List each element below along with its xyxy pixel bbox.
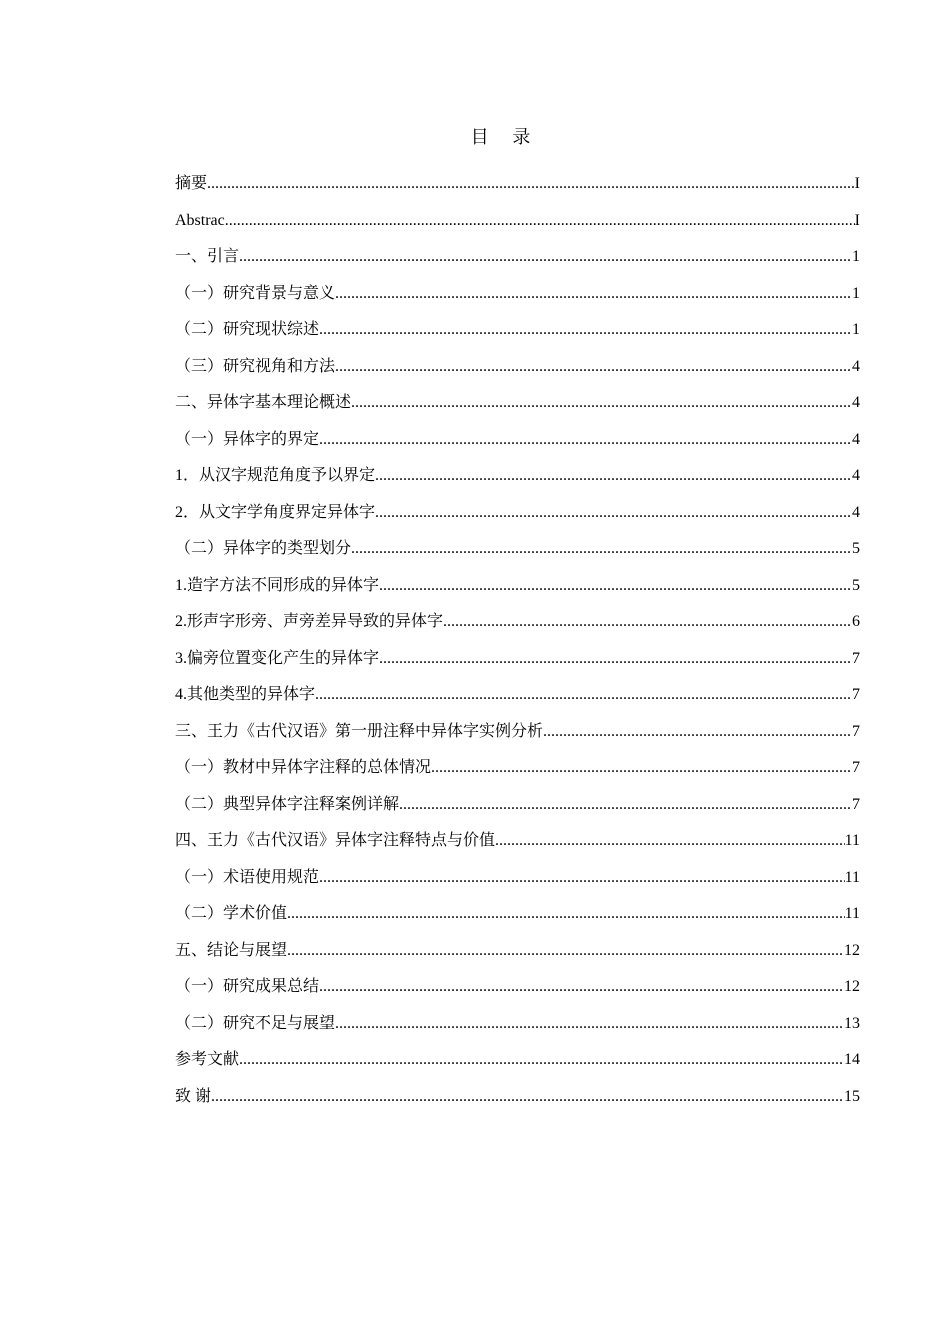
dot-leader (335, 353, 852, 381)
toc-entry-page: 12 (844, 941, 860, 959)
dot-leader (287, 900, 845, 928)
toc-entry-label: 3.偏旁位置变化产生的异体字 (175, 649, 380, 667)
toc-entry-label: （二）异体字的类型划分 (175, 540, 352, 557)
toc-entry[interactable] (175, 389, 860, 426)
dot-leader (239, 1046, 844, 1074)
toc-entry-label: （三）研究视角和方法 (175, 357, 336, 375)
toc-entry-label: 2.形声字形旁、声旁差异导致的异体字 (175, 613, 444, 630)
toc-entry-label: （一）研究背景与意义 (175, 284, 336, 302)
toc-entry[interactable] (175, 754, 860, 791)
toc-entry-page: 5 (852, 540, 860, 557)
dot-leader (225, 207, 855, 235)
toc-entry-page: I (854, 175, 860, 192)
toc-entry[interactable] (175, 316, 860, 353)
toc-entry[interactable] (175, 462, 860, 499)
toc-entry-label: 二、异体字基本理论概述 (175, 394, 352, 411)
dot-leader (375, 499, 852, 527)
toc-entry-label: 三、王力《古代汉语》第一册注释中异体字实例分析 (175, 722, 544, 740)
toc-entry[interactable] (175, 170, 860, 207)
dot-leader (239, 243, 852, 271)
dot-leader (431, 754, 852, 782)
dot-leader (211, 1083, 844, 1111)
dot-leader (399, 791, 852, 819)
dot-leader (319, 864, 845, 892)
toc-entry-page: 4 (852, 467, 860, 484)
toc-entry-page: 1 (852, 248, 860, 265)
toc-entry-page: 4 (852, 503, 860, 521)
toc-entry-page: 15 (844, 1087, 860, 1105)
toc-entry-page: 4 (852, 430, 860, 448)
dot-leader (543, 718, 852, 746)
toc-entry-label: （一）教材中异体字注释的总体情况 (175, 759, 432, 776)
toc-entry[interactable] (175, 353, 860, 390)
dot-leader (351, 535, 852, 563)
toc-entry[interactable] (175, 973, 860, 1010)
toc-entry-label: 4.其他类型的异体字 (175, 686, 316, 703)
dot-leader (287, 937, 844, 965)
toc-entry[interactable] (175, 243, 860, 280)
toc-entry-label: 四、王力《古代汉语》异体字注释特点与价值 (175, 832, 496, 849)
toc-entry-label: 1．从汉字规范角度予以界定 (175, 467, 376, 484)
toc-entry-page: 1 (852, 321, 860, 338)
toc-entry-page: 7 (852, 686, 860, 703)
toc-entry-page: 14 (844, 1051, 860, 1068)
toc-entry-label: （一）异体字的界定 (175, 430, 320, 448)
toc-entry[interactable] (175, 535, 860, 572)
toc-entry[interactable] (175, 572, 860, 609)
toc-entry-label: （二）研究不足与展望 (175, 1014, 336, 1032)
toc-entry-label: 参考文献 (175, 1051, 240, 1068)
toc-entry-label: 致 谢 (175, 1087, 212, 1105)
toc-entry-page: 4 (852, 394, 860, 411)
dot-leader (335, 280, 852, 308)
toc-entry[interactable] (175, 1083, 860, 1120)
toc-entry-label: （一）研究成果总结 (175, 978, 320, 995)
toc-entry-page: 5 (852, 576, 860, 594)
toc-entry-page: 7 (852, 722, 860, 740)
toc-entry-label: 摘要 (175, 175, 208, 192)
dot-leader (379, 572, 852, 600)
toc-entry[interactable] (175, 937, 860, 974)
toc-entry-label: （二）研究现状综述 (175, 321, 320, 338)
toc-entry-label: （一）术语使用规范 (175, 868, 320, 886)
toc-entry-page: 13 (844, 1014, 860, 1032)
toc-entry-label: 一、引言 (175, 248, 240, 265)
toc-entry-label: 2．从文字学角度界定异体字 (175, 503, 376, 521)
toc-entry-label: （二）学术价值 (175, 905, 288, 922)
toc-entry-label: Abstrac (175, 211, 225, 229)
toc-entry-page: 11 (844, 832, 860, 849)
dot-leader (375, 462, 852, 490)
dot-leader (207, 170, 855, 198)
toc-entry[interactable] (175, 426, 860, 463)
toc-entry[interactable] (175, 645, 860, 682)
toc-entry[interactable] (175, 827, 860, 864)
toc-entry-page: 6 (852, 613, 860, 630)
toc-entry[interactable] (175, 791, 860, 828)
toc-entry[interactable] (175, 681, 860, 718)
toc-entry-page: 7 (852, 795, 860, 813)
toc-title: 目 录 (470, 127, 540, 148)
toc-entry-page: 4 (852, 357, 860, 375)
toc-entry[interactable] (175, 900, 860, 937)
toc-entry[interactable] (175, 1046, 860, 1083)
dot-leader (443, 608, 852, 636)
dot-leader (351, 389, 852, 417)
toc-entry[interactable] (175, 864, 860, 901)
dot-leader (319, 426, 852, 454)
table-of-contents (175, 170, 860, 1119)
toc-entry[interactable] (175, 499, 860, 536)
dot-leader (319, 316, 852, 344)
toc-entry[interactable] (175, 608, 860, 645)
toc-entry-page: 12 (844, 978, 860, 995)
toc-entry[interactable] (175, 207, 860, 244)
dot-leader (319, 973, 844, 1001)
toc-entry-page: 7 (852, 759, 860, 776)
toc-entry-page: 7 (852, 649, 860, 667)
toc-entry-label: 五、结论与展望 (175, 941, 288, 959)
toc-entry-page: 11 (844, 905, 860, 922)
toc-entry-page: I (854, 211, 860, 229)
toc-entry-label: 1.造字方法不同形成的异体字 (175, 576, 380, 594)
toc-entry[interactable] (175, 1010, 860, 1047)
toc-entry-page: 11 (844, 868, 860, 886)
toc-entry-page: 1 (852, 284, 860, 302)
toc-entry[interactable] (175, 280, 860, 317)
dot-leader (315, 681, 852, 709)
dot-leader (495, 827, 845, 855)
dot-leader (379, 645, 852, 673)
toc-entry[interactable] (175, 718, 860, 755)
dot-leader (335, 1010, 844, 1038)
toc-entry-label: （二）典型异体字注释案例详解 (175, 795, 400, 813)
